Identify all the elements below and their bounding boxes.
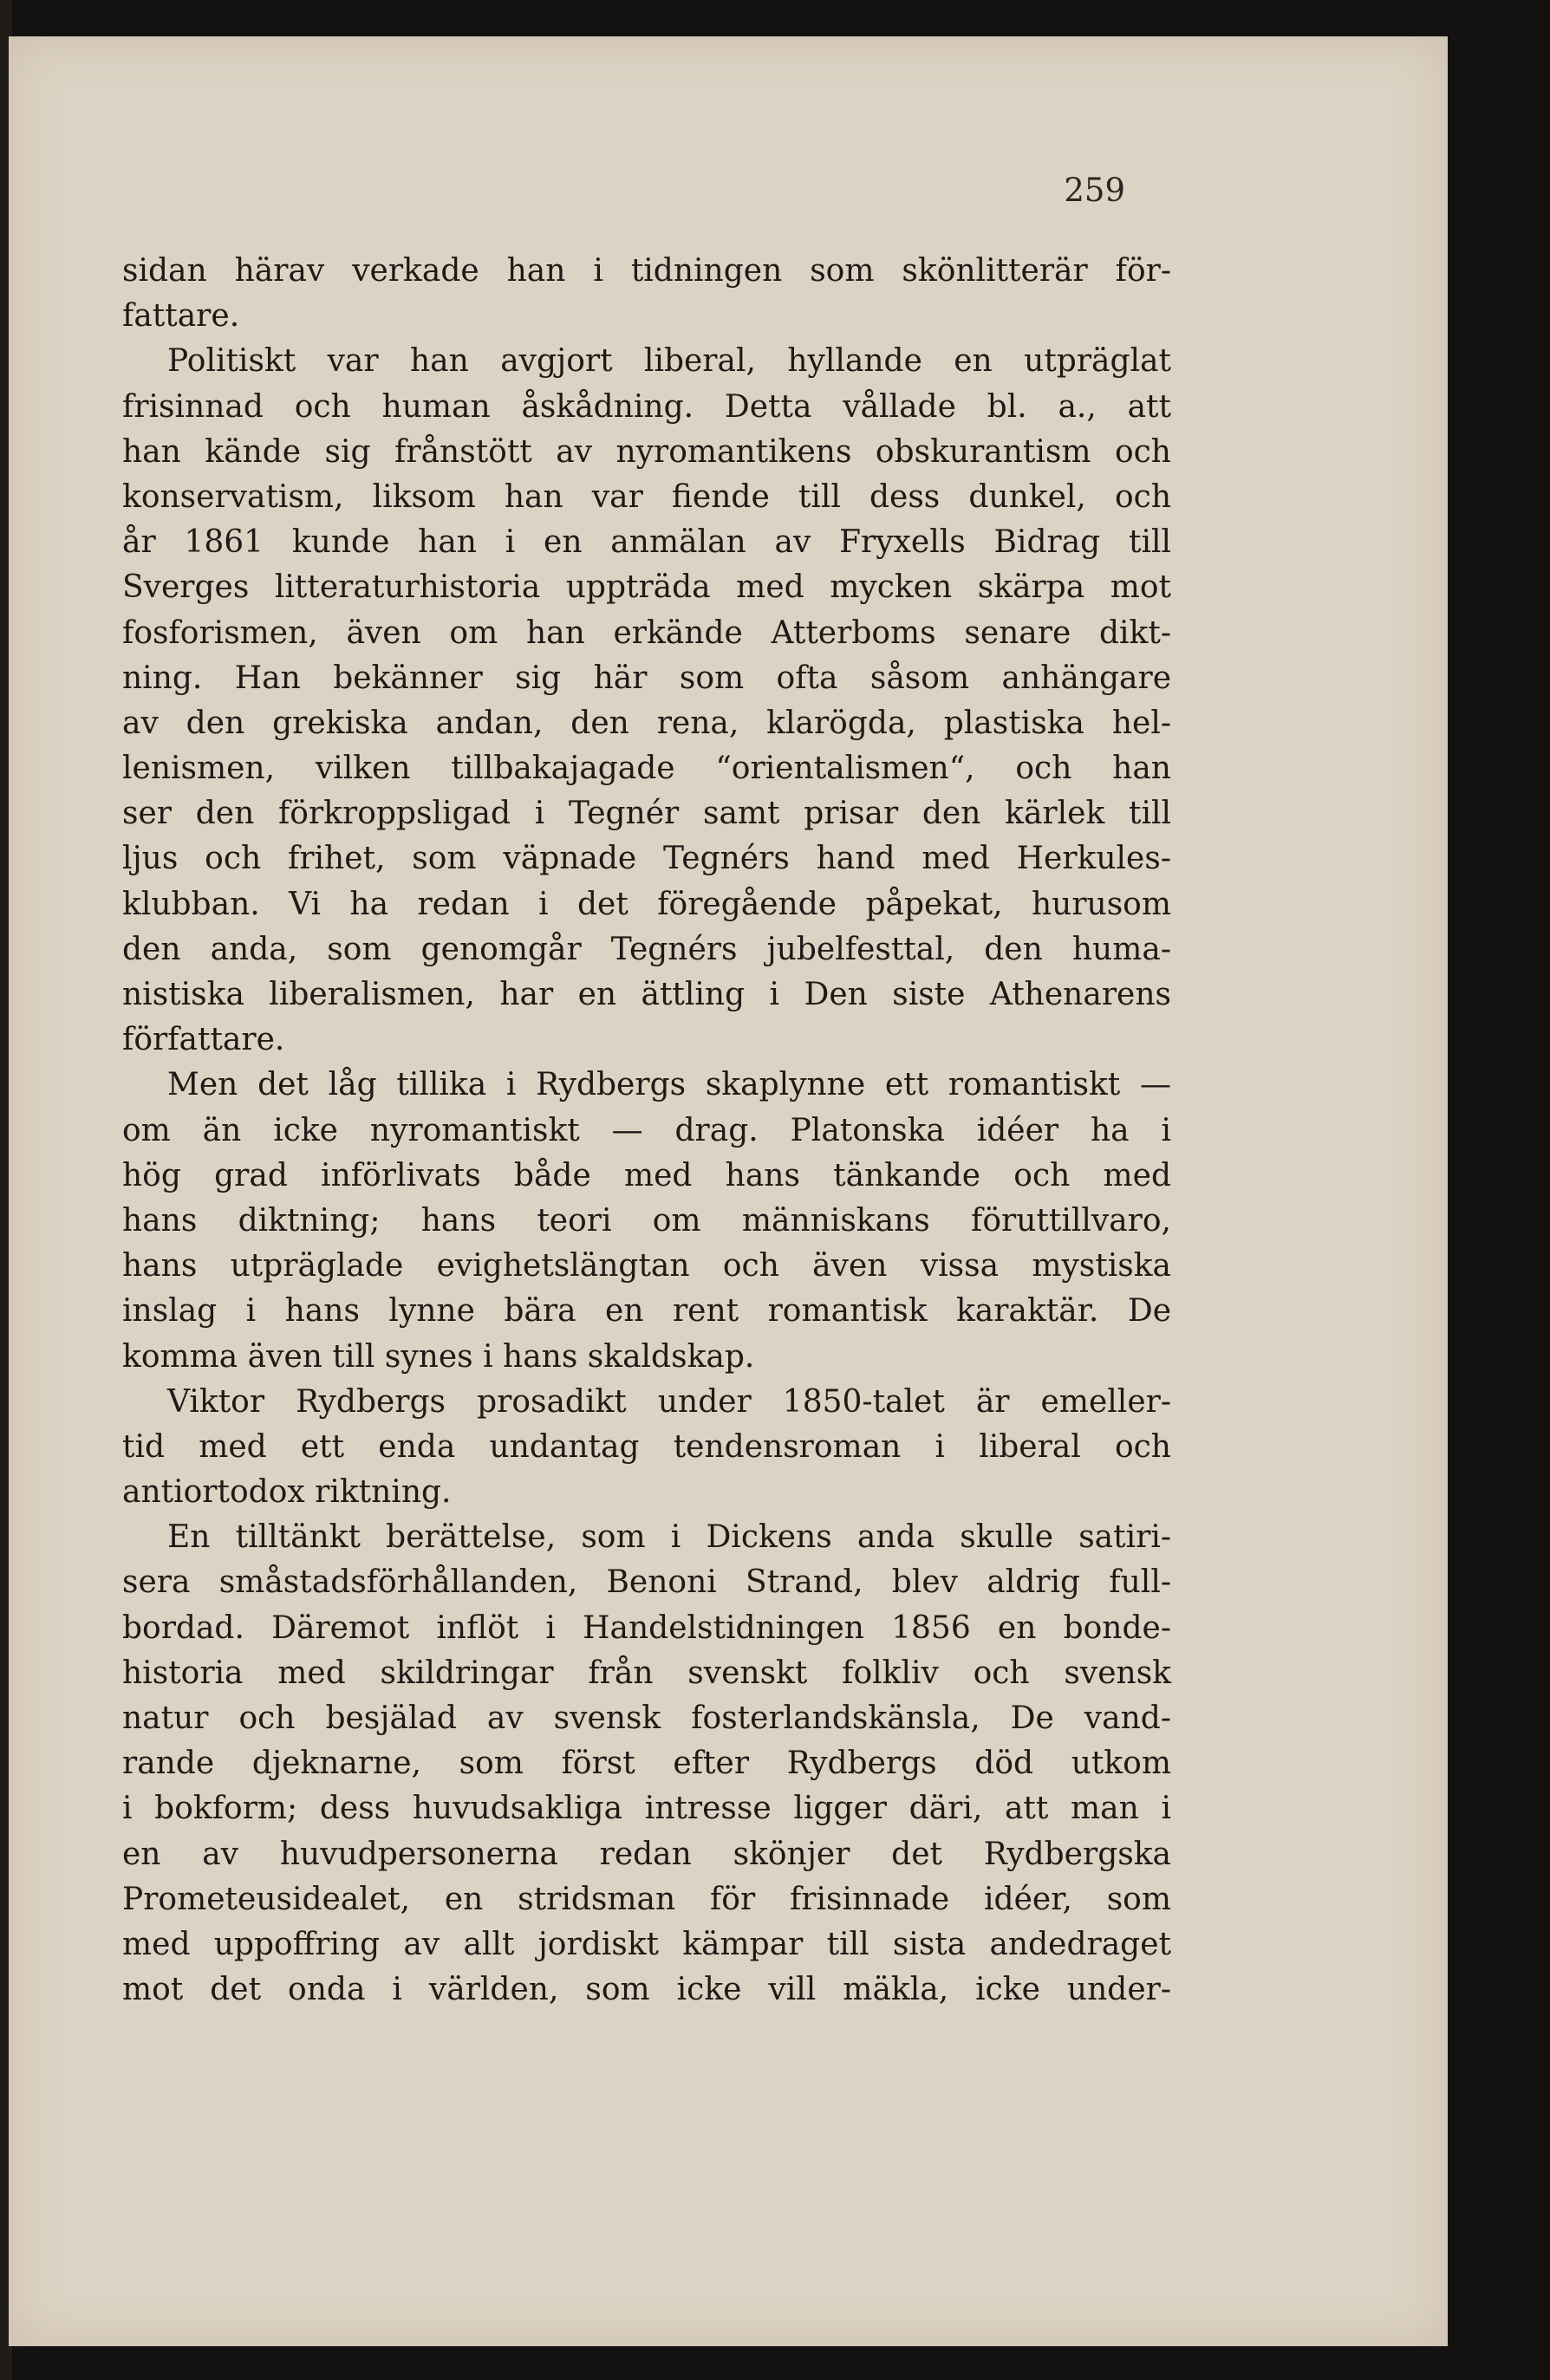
text-line: Prometeusidealet, en stridsman för frisinnade idéer, som: [122, 1881, 1171, 1917]
text-line: komma även till synes i hans skaldskap.: [122, 1338, 755, 1375]
text-line: fosforismen, även om han erkände Atterboms senare dikt-: [122, 615, 1171, 651]
text-line: Men det låg tillika i Rydbergs skaplynne ett romantiskt —: [167, 1067, 1171, 1103]
text-line: natur och besjälad av svensk fosterlandskänsla, De vand-: [122, 1700, 1171, 1736]
text-line: sera småstadsförhållanden, Benoni Strand, blev aldrig full-: [122, 1564, 1171, 1601]
text-line: hans utpräglade evighetslängtan och även vissa mystiska: [122, 1248, 1171, 1284]
text-line: tid med ett enda undantag tendensroman i liberal och: [122, 1428, 1171, 1465]
text-line: Sverges litteraturhistoria uppträda med mycken skärpa mot: [122, 569, 1171, 606]
text-line: hög grad införlivats både med hans tänkande och med: [122, 1157, 1171, 1193]
body-text: [122, 249, 1171, 2013]
text-line: klubban. Vi ha redan i det föregående påpekat, hurusom: [122, 886, 1171, 922]
text-line: i bokform; dess huvudsakliga intresse ligger däri, att man i: [122, 1791, 1171, 1827]
text-line: ser den förkroppsligad i Tegnér samt prisar den kärlek till: [122, 796, 1171, 832]
text-line: rande djeknarne, som först efter Rydbergs död utkom: [122, 1746, 1171, 1782]
text-line: om än icke nyromantiskt — drag. Platonska idéer ha i: [122, 1112, 1171, 1148]
text-line: han kände sig frånstött av nyromantikens obskurantism och: [122, 433, 1171, 470]
text-line: inslag i hans lynne bära en rent romantisk karaktär. De: [122, 1293, 1171, 1330]
text-line: frisinnad och human åskådning. Detta vållade bl. a., att: [122, 388, 1171, 425]
text-line: ning. Han bekänner sig här som ofta såsom anhängare: [122, 660, 1171, 696]
page-number: 259: [1064, 172, 1125, 209]
text-line: mot det onda i världen, som icke vill mäkla, icke under-: [122, 1972, 1171, 2008]
text-line: historia med skildringar från svenskt folkliv och svensk: [122, 1655, 1171, 1691]
text-line: av den grekiska andan, den rena, klarögda, plastiska hel-: [122, 705, 1171, 741]
text-line: den anda, som genomgår Tegnérs jubelfesttal, den huma-: [122, 931, 1171, 967]
text-line: år 1861 kunde han i en anmälan av Fryxells Bidrag till: [122, 524, 1171, 561]
text-line: hans diktning; hans teori om människans föruttillvaro,: [122, 1202, 1171, 1239]
text-line: fattare.: [122, 298, 240, 335]
text-line: sidan härav verkade han i tidningen som skönlitterär för-: [122, 253, 1171, 289]
text-line: ljus och frihet, som väpnade Tegnérs hand med Herkules-: [122, 841, 1171, 877]
book-page: [9, 36, 1448, 2346]
text-line: lenismen, vilken tillbakajagade “orientalismen“, och han: [122, 751, 1171, 787]
text-line: konservatism, liksom han var fiende till dess dunkel, och: [122, 478, 1171, 515]
text-line: antiortodox riktning.: [122, 1474, 452, 1511]
text-line: nistiska liberalismen, har en ättling i Den siste Athenarens: [122, 977, 1171, 1012]
text-line: med uppoffring av allt jordiskt kämpar till sista andedraget: [122, 1926, 1171, 1962]
text-line: en av huvudpersonerna redan skönjer det Rydbergska: [122, 1836, 1171, 1872]
text-line: bordad. Däremot inflöt i Handelstidningen 1856 en bonde-: [122, 1609, 1171, 1646]
text-line: Politiskt var han avgjort liberal, hyllande en utpräglat: [167, 343, 1171, 380]
text-line: Viktor Rydbergs prosadikt under 1850-talet är emeller-: [167, 1383, 1171, 1420]
text-line: En tilltänkt berättelse, som i Dickens anda skulle satiri-: [167, 1519, 1171, 1556]
text-line: författare.: [122, 1022, 285, 1058]
